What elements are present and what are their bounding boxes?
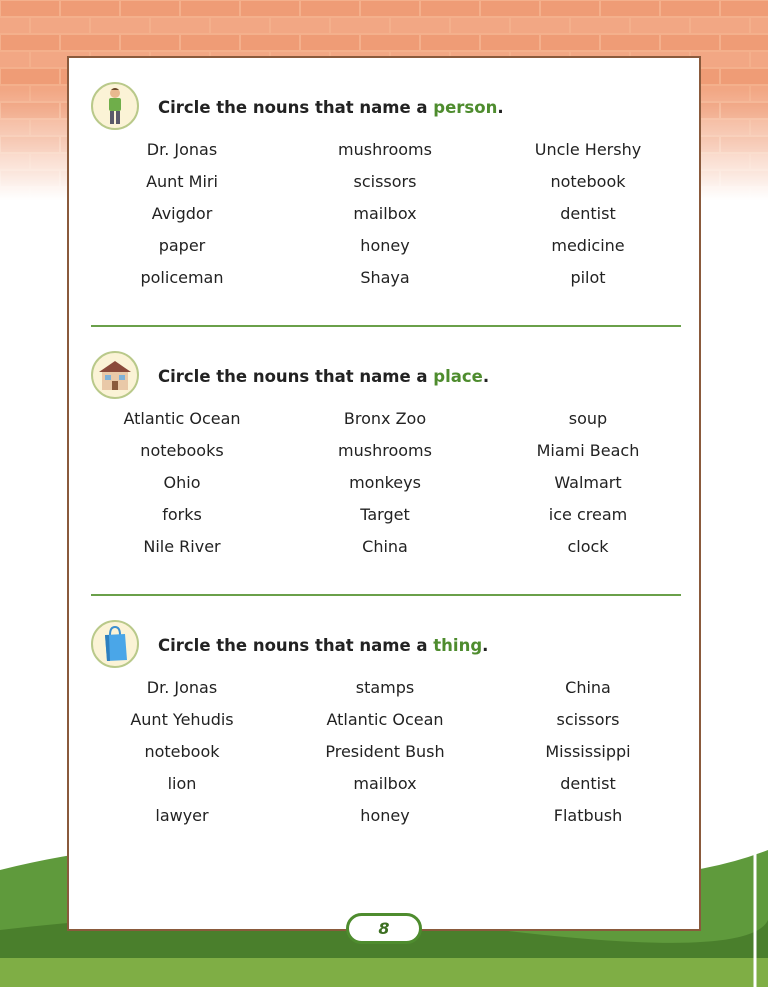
section-title: Circle the nouns that name a person. [158,98,504,117]
word[interactable]: Dr. Jonas [146,140,218,159]
word[interactable]: Target [360,505,410,524]
word[interactable]: scissors [556,710,620,729]
word[interactable]: Mississippi [545,742,631,761]
word[interactable]: Uncle Hershy [534,140,642,159]
section-divider [91,594,681,596]
word[interactable]: President Bush [325,742,445,761]
person-icon [91,82,139,130]
house-icon [91,351,139,399]
page-number-badge: 8 [346,913,422,944]
word[interactable]: honey [360,806,410,825]
word[interactable]: paper [158,236,206,255]
word[interactable]: notebooks [140,441,224,460]
word[interactable]: notebook [550,172,626,191]
word[interactable]: Aunt Miri [146,172,218,191]
word[interactable]: clock [567,537,609,556]
word[interactable]: China [362,537,408,556]
word[interactable]: lion [167,774,197,793]
word[interactable]: Flatbush [553,806,623,825]
word[interactable]: mushrooms [338,140,432,159]
word[interactable]: Dr. Jonas [146,678,218,697]
word[interactable]: scissors [353,172,417,191]
word[interactable]: monkeys [349,473,421,492]
word[interactable]: Atlantic Ocean [326,710,444,729]
word[interactable]: Walmart [554,473,622,492]
word[interactable]: medicine [551,236,625,255]
word[interactable]: Avigdor [151,204,213,223]
word[interactable]: mushrooms [338,441,432,460]
word[interactable]: Bronx Zoo [343,409,427,428]
word[interactable]: dentist [560,204,616,223]
word[interactable]: Miami Beach [536,441,640,460]
word[interactable]: honey [360,236,410,255]
word[interactable]: China [565,678,611,697]
word[interactable]: pilot [570,268,606,287]
word[interactable]: mailbox [353,204,417,223]
word[interactable]: Nile River [143,537,221,556]
shopping-bag-icon [91,620,139,668]
word[interactable]: Shaya [360,268,410,287]
word[interactable]: Ohio [163,473,201,492]
word[interactable]: Aunt Yehudis [130,710,234,729]
section-divider [91,325,681,327]
word[interactable]: ice cream [548,505,628,524]
section-title: Circle the nouns that name a thing. [158,636,489,655]
word[interactable]: soup [568,409,608,428]
word[interactable]: notebook [144,742,220,761]
section-title: Circle the nouns that name a place. [158,367,490,386]
word[interactable]: policeman [140,268,224,287]
word[interactable]: forks [162,505,202,524]
word[interactable]: mailbox [353,774,417,793]
word[interactable]: Atlantic Ocean [123,409,241,428]
word[interactable]: stamps [355,678,415,697]
word[interactable]: dentist [560,774,616,793]
word[interactable]: lawyer [155,806,209,825]
worksheet-card [67,56,701,931]
